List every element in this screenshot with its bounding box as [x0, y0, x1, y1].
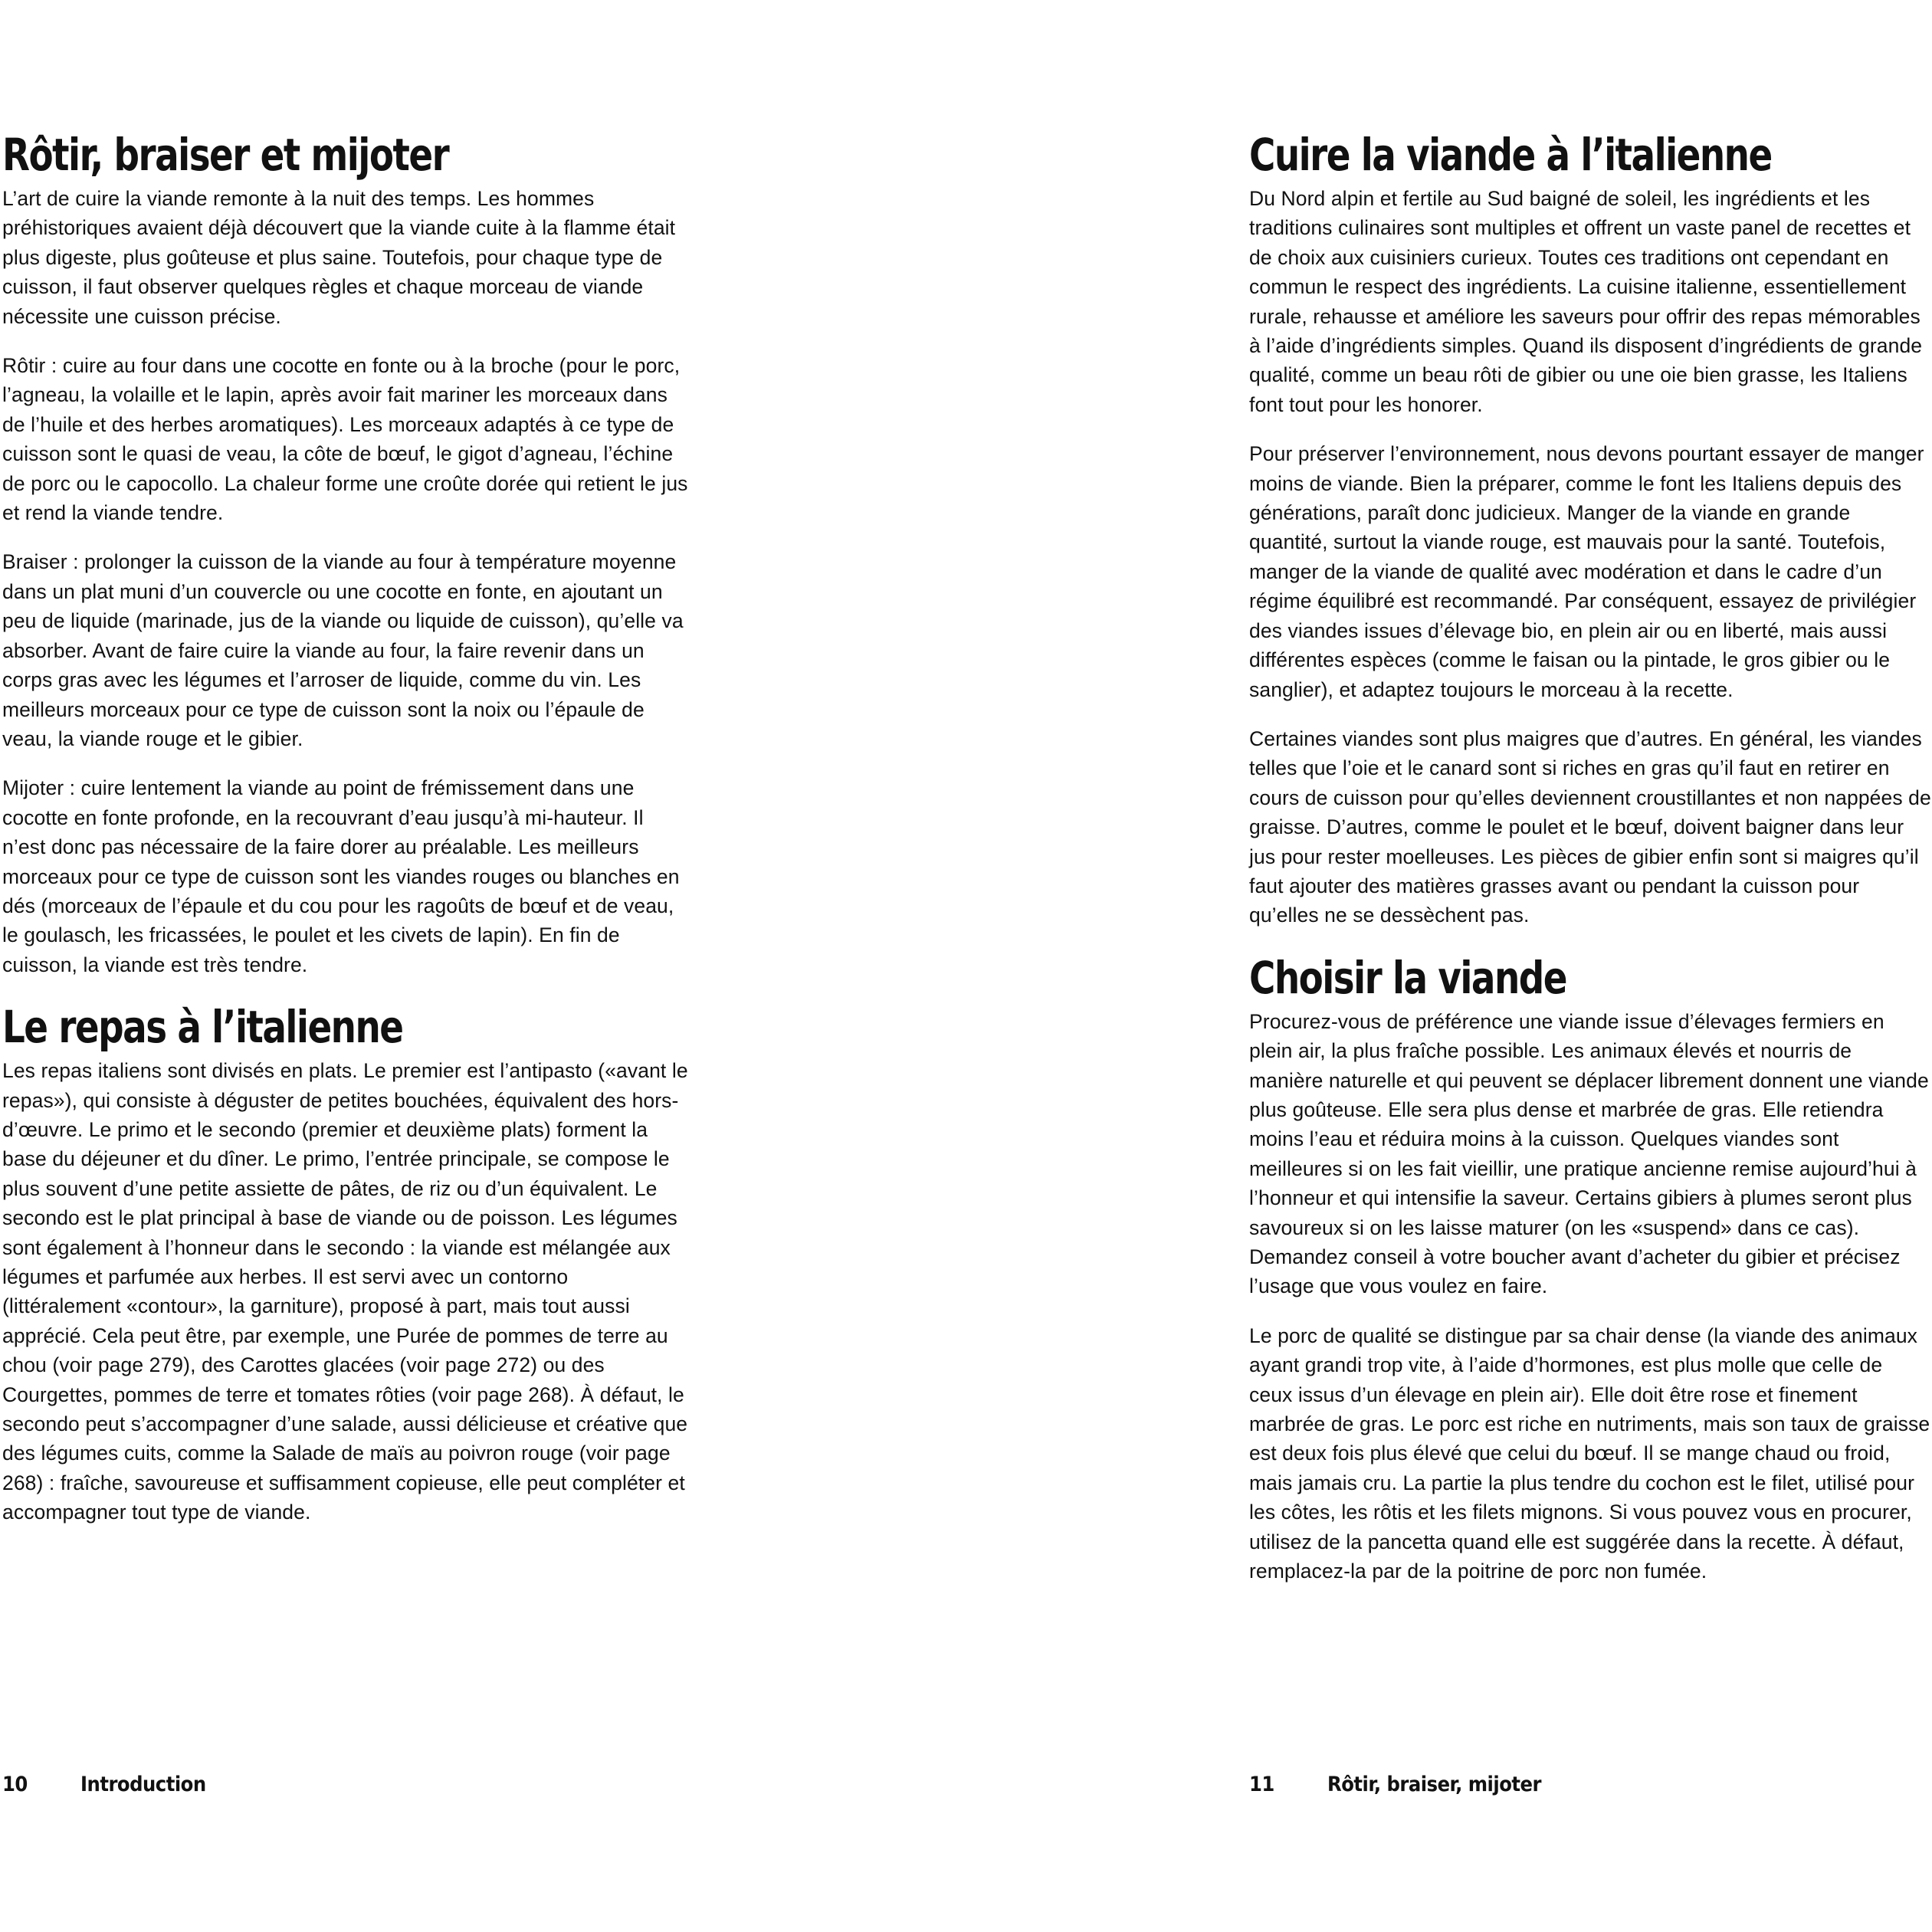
paragraph: Le porc de qualité se distingue par sa chair dense (la viande des animaux ayant grandi trop vite, à l’aide d’hormones, est plus molle que celle de ceux issus d’un élevage en plein air). Elle doit être rose et finement marbrée de gras. Le porc est riche en nutriments, mais son taux de graisse est deux fois plus élevé que celui du bœuf. Il se mange chaud ou froid, mais jamais cru. La partie la plus tendre du cochon est le filet, utilisé pour les côtes, les rôtis et les filets mignons. Si vous pouvez vous en procurer, utilisez de la pancetta quand elle est suggérée dans la recette. À défaut, remplacez-la par de la poitrine de porc non fumée. — [1249, 1324, 1930, 1583]
section-rotir — [2, 129, 692, 979]
page-number: 11 — [1249, 1773, 1274, 1796]
paragraph: Pour préserver l’environnement, nous devons pourtant essayer de manger moins de viande. Bien la préparer, comme le font les Italiens depuis des générations, paraît donc judicieux. Manger de la viande en grande quantité, surtout la viande rouge, est mauvais pour la santé. Toutefois, manger de la viande de qualité avec modération et dans le cadre d’un régime équilibré est recommandé. Par conséquent, essayez de privilégier des viandes issues d’élevage bio, en plein air ou en liberté, mais aussi différentes espèces (comme le faisan ou la pintade, le gros gibier ou le sanglier), et adaptez toujours le morceau à la recette. — [1249, 442, 1924, 701]
paragraph: L’art de cuire la viande remonte à la nuit des temps. Les hommes préhistoriques avaient déjà découvert que la viande cuite à la flamme était plus digeste, plus goûteuse et plus saine. Toutefois, pour chaque type de cuisson, il faut observer quelques règles et chaque morceau de viande nécessite une cuisson précise. — [2, 187, 676, 328]
section-heading: Rôtir, braiser et mijoter — [2, 130, 449, 182]
running-title: Rôtir, braiser, mijoter — [1327, 1773, 1541, 1796]
section-cuire — [1249, 129, 1931, 930]
running-title: Introduction — [80, 1773, 206, 1796]
paragraph: Du Nord alpin et fertile au Sud baigné de soleil, les ingrédients et les traditions culinaires sont multiples et offrent un vaste panel de recettes et de choix aux cuisiniers curieux. Toutes ces traditions ont cependant en commun le respect des ingrédients. La cuisine italienne, essentiellement rurale, rehausse et améliore les saveurs pour offrir des repas mémorables à l’aide d’ingrédients simples. Quand ils disposent d’ingrédients de grande qualité, comme un beau rôti de gibier ou une oie bien grasse, les Italiens font tout pour les honorer. — [1249, 187, 1923, 416]
section-heading: Cuire la viande à l’italienne — [1249, 130, 1772, 182]
paragraph: Certaines viandes sont plus maigres que d’autres. En général, les viandes telles que l’oie et le canard sont si riches en gras qu’il faut en retirer en cours de cuisson pour qu’elles deviennent croustillantes et non nappées de graisse. D’autres, comme le poulet et le bœuf, doivent baigner dans leur jus pour rester moelleuses. Les pièces de gibier enfin sont si maigres qu’il faut ajouter des matières grasses avant ou pendant la cuisson pour qu’elles ne se dessèchent pas. — [1249, 727, 1931, 927]
right-footer — [1249, 1773, 1541, 1796]
section-heading: Choisir la viande — [1249, 952, 1567, 1005]
paragraph: Les repas italiens sont divisés en plats. Le premier est l’antipasto («avant le repas»), qui consiste à déguster de petites bouchées, équivalent des hors-d’œuvre. Le primo et le secondo (premier et deuxième plats) forment la base du déjeuner et du dîner. Le primo, l’entrée principale, se compose le plus souvent d’une petite assiette de pâtes, de riz ou d’un équivalent. Le secondo est le plat principal à base de viande ou de poisson. Les légumes sont également à l’honneur dans le secondo : la viande est mélangée aux légumes et parfumée aux herbes. Il est servi avec un contorno (littéralement «contour», la garniture), proposé à part, mais tout aussi apprécié. Cela peut être, par exemple, une Purée de pommes de terre au chou (voir page 279), des Carottes glacées (voir page 272) ou des Courgettes, pommes de terre et tomates rôties (voir page 268). À défaut, le secondo peut s’accompagner d’une salade, aussi délicieuse et créative que des légumes cuits, comme la Salade de maïs au poivron rouge (voir page 268) : fraîche, savoureuse et suffisamment copieuse, elle peut compléter et accompagner tout type de viande. — [2, 1059, 688, 1524]
paragraph: Mijoter : cuire lentement la viande au point de frémissement dans une cocotte en fonte profonde, en la recouvrant d’eau jusqu’à mi-hauteur. Il n’est donc pas nécessaire de la faire dorer au préalable. Les meilleurs morceaux pour ce type de cuisson sont les viandes rouges ou blanches en dés (morceaux de l’épaule et du cou pour les ragoûts de bœuf et de veau, le goulasch, les fricassées, le poulet et les civets de lapin). En fin de cuisson, la viande est très tendre. — [2, 776, 680, 976]
paragraph: Procurez-vous de préférence une viande issue d’élevages fermiers en plein air, la plus fraîche possible. Les animaux élevés et nourris de manière naturelle et qui peuvent se déplacer librement donnent une viande plus goûteuse. Elle sera plus dense et marbrée de gras. Elle retiendra moins l’eau et réduira moins à la cuisson. Quelques viandes sont meilleures si on les fait vieillir, une pratique ancienne remise aujourd’hui à l’honneur et qui intensifie la saveur. Certains gibiers à plumes seront plus savoureux si on les laisse maturer (on les «suspend» dans ce cas). Demandez conseil à votre boucher avant d’acheter du gibier et précisez l’usage que vous voulez en faire. — [1249, 1009, 1929, 1298]
paragraph: Braiser : prolonger la cuisson de la viande au four à température moyenne dans un plat muni d’un couvercle ou une cocotte en fonte, en ajoutant un peu de liquide (marinade, jus de la viande ou liquide de cuisson), qu’elle va absorber. Avant de faire cuire la viande au four, la faire revenir dans un corps gras avec les légumes et l’arroser de liquide, comme du vin. Les meilleurs morceaux pour ce type de cuisson sont la noix ou l’épaule de veau, la viande rouge et le gibier. — [2, 550, 684, 750]
section-heading: Le repas à l’italienne — [2, 1002, 403, 1054]
page-number: 10 — [2, 1773, 28, 1796]
left-page — [2, 129, 692, 1547]
section-choisir — [1249, 952, 1931, 1586]
section-repas — [2, 1001, 692, 1527]
left-footer — [2, 1773, 206, 1796]
right-page — [1249, 129, 1931, 1606]
paragraph: Rôtir : cuire au four dans une cocotte en fonte ou à la broche (pour le porc, l’agneau, la volaille et le lapin, après avoir fait mariner les morceaux dans de l’huile et des herbes aromatiques). Les morceaux adaptés à ce type de cuisson sont le quasi de veau, la côte de bœuf, le gigot d’agneau, l’échine de porc ou le capocollo. La chaleur forme une croûte dorée qui retient le jus et rend la viande tendre. — [2, 354, 688, 525]
